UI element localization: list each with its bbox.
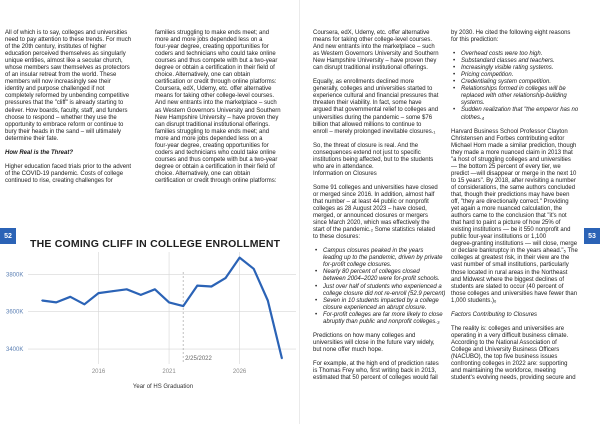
data-point — [196, 285, 198, 287]
text-line: Equally, as enrollments declined more — [313, 79, 414, 86]
text-line: that hard to paint a picture of how 25% of — [451, 220, 561, 227]
text-line: of the 20th century, institutes of higher — [5, 44, 107, 51]
bullet-continuation: college closure did not re-enroll (52.9 percent) — [323, 290, 446, 297]
paragraph-gap — [313, 72, 453, 79]
left-col-1 — [5, 30, 145, 185]
text-line: authors came to the conclusion that "it's not — [451, 213, 567, 220]
data-point — [140, 294, 142, 296]
text-line: deliver. How boards, faculty, staff, and funders — [5, 107, 128, 114]
text-line: bury their heads in the sand – will ultimately — [5, 128, 122, 135]
text-line: Christensen and Forbes contributing editor — [451, 135, 565, 142]
text-line: and Midwest where the biggest declines of — [451, 276, 565, 283]
paragraph-gap — [451, 305, 591, 312]
text-line: those colleges and universities have fewer than — [451, 290, 578, 297]
text-line: certification or credit through online platforms: — [155, 177, 277, 184]
text-line: and maintaining the workforce, meeting — [451, 368, 556, 375]
enrollment-line-chart — [0, 246, 300, 406]
data-point — [112, 290, 114, 292]
text-line: four-year degree, creating opportunities for — [155, 44, 269, 51]
text-line: "a host of struggling colleges and universities — [451, 156, 571, 163]
paragraph-gap — [5, 143, 145, 150]
paragraph-gap — [451, 319, 591, 326]
text-line: who are in attendance. — [313, 163, 374, 170]
data-point — [267, 300, 269, 302]
enrollment-series-line — [42, 258, 282, 359]
data-point — [281, 358, 283, 360]
y-tick-label: 3600K — [6, 309, 24, 316]
text-line: Coursera, edX, Udemy, etc. offer alternative — [155, 86, 272, 93]
text-line: students are slated to occur (40 percent of — [451, 283, 564, 290]
text-line: for this prediction: — [451, 37, 499, 44]
text-line: institutions being affected, but to the students — [313, 156, 434, 163]
text-line: that number – at least 44 public or nonprofit — [313, 198, 429, 205]
text-line: off, "they are directionally correct." Providing — [451, 199, 569, 206]
text-line: opportunity to embrace reform or continue to — [5, 121, 124, 128]
text-line: threaten their viability. In fact, some have — [313, 100, 422, 107]
bullet-continuation: replaced with other relationship-building — [461, 93, 567, 100]
text-line: vast number of small institutions, particularly — [451, 262, 569, 269]
right-col-1 — [313, 30, 453, 382]
text-line: coders and technicians who could take online — [155, 51, 276, 58]
text-line: as Western Governors University and Southern — [155, 107, 281, 114]
text-line: Coursera, edX, Udemy, etc. offer alternative — [313, 30, 430, 36]
text-line: argued that governmental relief to colleges and — [313, 107, 439, 114]
chart-title: THE COMING CLIFF IN COLLEGE ENROLLMENT — [30, 238, 281, 250]
text-line: New Hampshire University – have proven they — [313, 58, 437, 65]
bullet-continuation: leading up to the pandemic, driven by private — [323, 255, 443, 262]
text-line: Harvard Business School Professor Clayton — [451, 128, 568, 135]
text-line: choice. Alternatively, one can obtain — [155, 170, 251, 177]
text-line: to 15 years". By 2018, after revisiting a number — [451, 177, 576, 184]
text-line: yet again a more nuanced calculation, the — [451, 206, 563, 213]
text-line: continued to rise, creating challenges for — [5, 177, 113, 184]
data-point — [69, 296, 71, 298]
text-line: colleges at greatest risk, in their view are the — [451, 255, 570, 262]
data-point — [210, 286, 212, 288]
data-point — [182, 305, 184, 307]
text-line: by 2030. He cited the following eight reasons — [451, 30, 571, 36]
bullet-item: • Overhead costs were too high. — [451, 51, 591, 58]
text-line: pressures that the "cliff" is already starting to — [5, 100, 124, 107]
text-line: they made a more nuanced claim in 2013 that — [451, 149, 573, 156]
text-line: Higher education faced trials prior to the advent — [5, 163, 132, 170]
text-line: Some 91 colleges and universities have closed — [313, 184, 438, 191]
bullet-continuation: systems. — [461, 100, 485, 107]
bullet-item: • Pricing competition. — [451, 72, 591, 79]
text-line: consequences extend not just to specific — [313, 149, 421, 156]
y-tick-label: 3800K — [6, 272, 24, 279]
bullet-item: • Nearly 80 percent of colleges closed — [313, 269, 453, 276]
bullet-item: • Increasingly visible rating systems. — [451, 65, 591, 72]
text-line: since March 2020, which was effectively the — [313, 220, 430, 227]
text-line: And new entrants into the marketplace – such — [155, 100, 277, 107]
text-line: universities during the pandemic – some $76 — [313, 114, 433, 121]
text-line: So, the threat of closure is real. And the — [313, 142, 419, 149]
text-line: that, though their predictions may have been — [451, 191, 570, 198]
paragraph-gap — [313, 178, 453, 185]
text-line: but none offer much hope. — [313, 346, 383, 353]
text-line: existing institutions — be it 550 nonprofit and — [451, 227, 571, 234]
text-line: degree-granting institutions — will close, merge — [451, 241, 578, 248]
text-line: operating in a very difficult business climate. — [451, 332, 569, 339]
bullet-item: • Seven in 10 students impacted by a college — [313, 298, 453, 305]
text-line: or declare bankruptcy in the years ahead."₅ The — [451, 248, 578, 255]
data-point — [253, 268, 255, 270]
data-point — [225, 277, 227, 279]
x-axis-label: Year of HS Graduation — [132, 384, 194, 390]
text-line: choose to respond – whether they use the — [5, 114, 117, 121]
text-line: more and more jobs depended less on a — [155, 37, 263, 44]
bullet-item: • Campus closures peaked in the years — [313, 248, 453, 255]
text-line: colleges as 28 August 2023 – have closed, — [313, 206, 427, 213]
right-col-2 — [451, 30, 591, 382]
bullet-continuation: between 2004–2020 were for-profit schools. — [323, 276, 440, 283]
section-heading: Factors Contributing to Closures — [451, 311, 538, 318]
text-line: members will now increasingly see their — [5, 79, 111, 86]
text-line: courses and thus compete with but a two-year — [155, 156, 278, 163]
paragraph-gap — [313, 354, 453, 361]
bullet-item: • Sudden realization that "the emperor has no — [451, 107, 591, 114]
text-line: degree or obtain a certification in their field of — [155, 163, 275, 170]
x-tick-label: 2016 — [91, 369, 106, 375]
text-line: those located in rural areas in the Northeast — [451, 269, 568, 276]
text-line: Information on Closures — [313, 170, 377, 177]
bullet-list — [451, 51, 591, 121]
data-point — [126, 288, 128, 290]
y-tick-label: 3400K — [6, 347, 24, 354]
text-line: And new entrants into the marketplace – such — [313, 44, 435, 51]
page-number-left: 52 — [0, 228, 16, 244]
bullet-continuation: closure experienced an abrupt closure. — [323, 304, 427, 311]
text-line: confronting colleges in 2022 are: supporting — [451, 361, 568, 368]
paragraph-gap — [313, 136, 453, 143]
bullet-item: • Just over half of students who experienced a — [313, 284, 453, 291]
paragraph-gap — [5, 157, 145, 164]
bullet-item: • Substandard classes and teachers. — [451, 58, 591, 65]
text-line: student's evolving needs, providing secure and — [451, 375, 576, 382]
data-point — [41, 300, 43, 302]
text-line: of an insular retreat from the world. These — [5, 72, 117, 79]
bullet-item: • Credentialing system competition. — [451, 79, 591, 86]
text-line: completely reformed by unbending competitive — [5, 93, 130, 100]
text-line: means for taking other college-level courses. — [155, 93, 275, 100]
data-point — [84, 303, 86, 305]
text-line: predict —will disappear or merge in the next 10 — [451, 170, 577, 177]
text-line: universities will close in the future vary widely, — [313, 339, 435, 346]
text-line: courses and thus compete with but a two-year — [155, 58, 278, 65]
bullet-continuation: clothes.₄ — [461, 114, 485, 121]
paragraph-gap — [451, 122, 591, 129]
text-line: — the bottom 25 percent of every tier, we — [451, 163, 561, 170]
text-line: New Hampshire University – have proven they — [155, 114, 279, 121]
data-point — [168, 302, 170, 304]
right-page — [300, 0, 600, 424]
bullet-continuation: for-profit college closures. — [323, 262, 392, 269]
text-line: means for taking other college-level courses. — [313, 37, 433, 44]
text-line: four-year degree, creating opportunities for — [155, 142, 269, 149]
annotation-label: 2/25/2022 — [185, 356, 212, 362]
text-line: families struggling to make ends meet; and — [155, 128, 270, 135]
text-line: need to pay attention to these trends. For much — [5, 37, 132, 44]
text-line: to these closures: — [313, 234, 361, 241]
left-col-2 — [155, 30, 295, 185]
text-line: merged, or announced closures or mergers — [313, 213, 429, 220]
data-point — [239, 257, 241, 259]
text-line: (NACUBO), the top five business issues — [451, 353, 558, 360]
data-point — [55, 302, 57, 304]
text-line: public four-year institutions or 1,100 — [451, 234, 547, 241]
text-line: identity and purpose challenged if not — [5, 86, 105, 93]
text-line: more and more jobs depended less on a — [155, 135, 263, 142]
text-line: For example, at the high end of prediction rates — [313, 360, 439, 367]
text-line: estimated that 50 percent of colleges would fail — [313, 375, 438, 382]
paragraph-gap — [313, 241, 453, 248]
bullet-list — [313, 248, 453, 326]
text-line: is Thomas Frey who, first writing back in 2013, — [313, 367, 437, 374]
text-line: choice. Alternatively, one can obtain — [155, 72, 251, 79]
text-line: degree or obtain a certification in their field of — [155, 65, 275, 72]
text-line: certification or credit through online platforms: — [155, 79, 277, 86]
text-line: experience cultural and financial pressures that — [313, 93, 439, 100]
bullet-continuation: abruptly than public and nonprofit colleges.₃ — [323, 318, 440, 325]
text-line: as Western Governors University and Southern — [313, 51, 439, 58]
bullet-item: • For-profit colleges are far more likely to close — [313, 312, 453, 319]
text-line: Predictions on how many colleges and — [313, 332, 416, 339]
text-line: 1,000 students.)₆ — [451, 297, 497, 304]
text-line: Michael Horn made a similar prediction, though — [451, 142, 577, 149]
bullet-item: • Relationships formed in colleges will be — [451, 86, 591, 93]
text-line: education perceived themselves as singularly — [5, 51, 126, 58]
data-point — [154, 288, 156, 290]
text-line: or merged since 2016. In addition, almost half — [313, 191, 435, 198]
text-line: billion that allowed millions to continue to — [313, 121, 422, 128]
text-line: whose members saw themselves as protectors — [5, 65, 130, 72]
text-line: can disrupt traditional institutional offerings. — [155, 121, 270, 128]
text-line: of the COVID-19 pandemic. Costs of college — [5, 170, 124, 177]
text-line: According to the National Association of — [451, 339, 557, 346]
text-line: All of which is to say, colleges and universities — [5, 30, 128, 36]
paragraph-gap — [313, 326, 453, 333]
x-tick-label: 2021 — [162, 369, 176, 375]
section-heading: How Real is the Threat? — [5, 149, 74, 156]
text-line: College and University Business Officers — [451, 346, 560, 353]
page-number-right: 53 — [584, 228, 600, 244]
text-line: can disrupt traditional institutional offerings. — [313, 65, 428, 72]
text-line: unique entities, almost like a secular church, — [5, 58, 123, 65]
text-line: of considerations, the same authors concluded — [451, 184, 576, 191]
paragraph-gap — [451, 44, 591, 51]
text-line: The reality is: colleges and universities are — [451, 325, 565, 332]
text-line: coders and technicians who could take online — [155, 149, 276, 156]
text-line: determine their fate. — [5, 135, 59, 142]
text-line: enroll – merely prolonged inevitable closures.₁ — [313, 128, 436, 135]
x-tick-label: 2026 — [232, 369, 247, 375]
text-line: start of the pandemic.₂ Some statistics related — [313, 227, 436, 234]
text-line: generally, colleges and universities started to — [313, 86, 433, 93]
data-point — [98, 292, 100, 294]
text-line: families struggling to make ends meet; and — [155, 30, 270, 36]
